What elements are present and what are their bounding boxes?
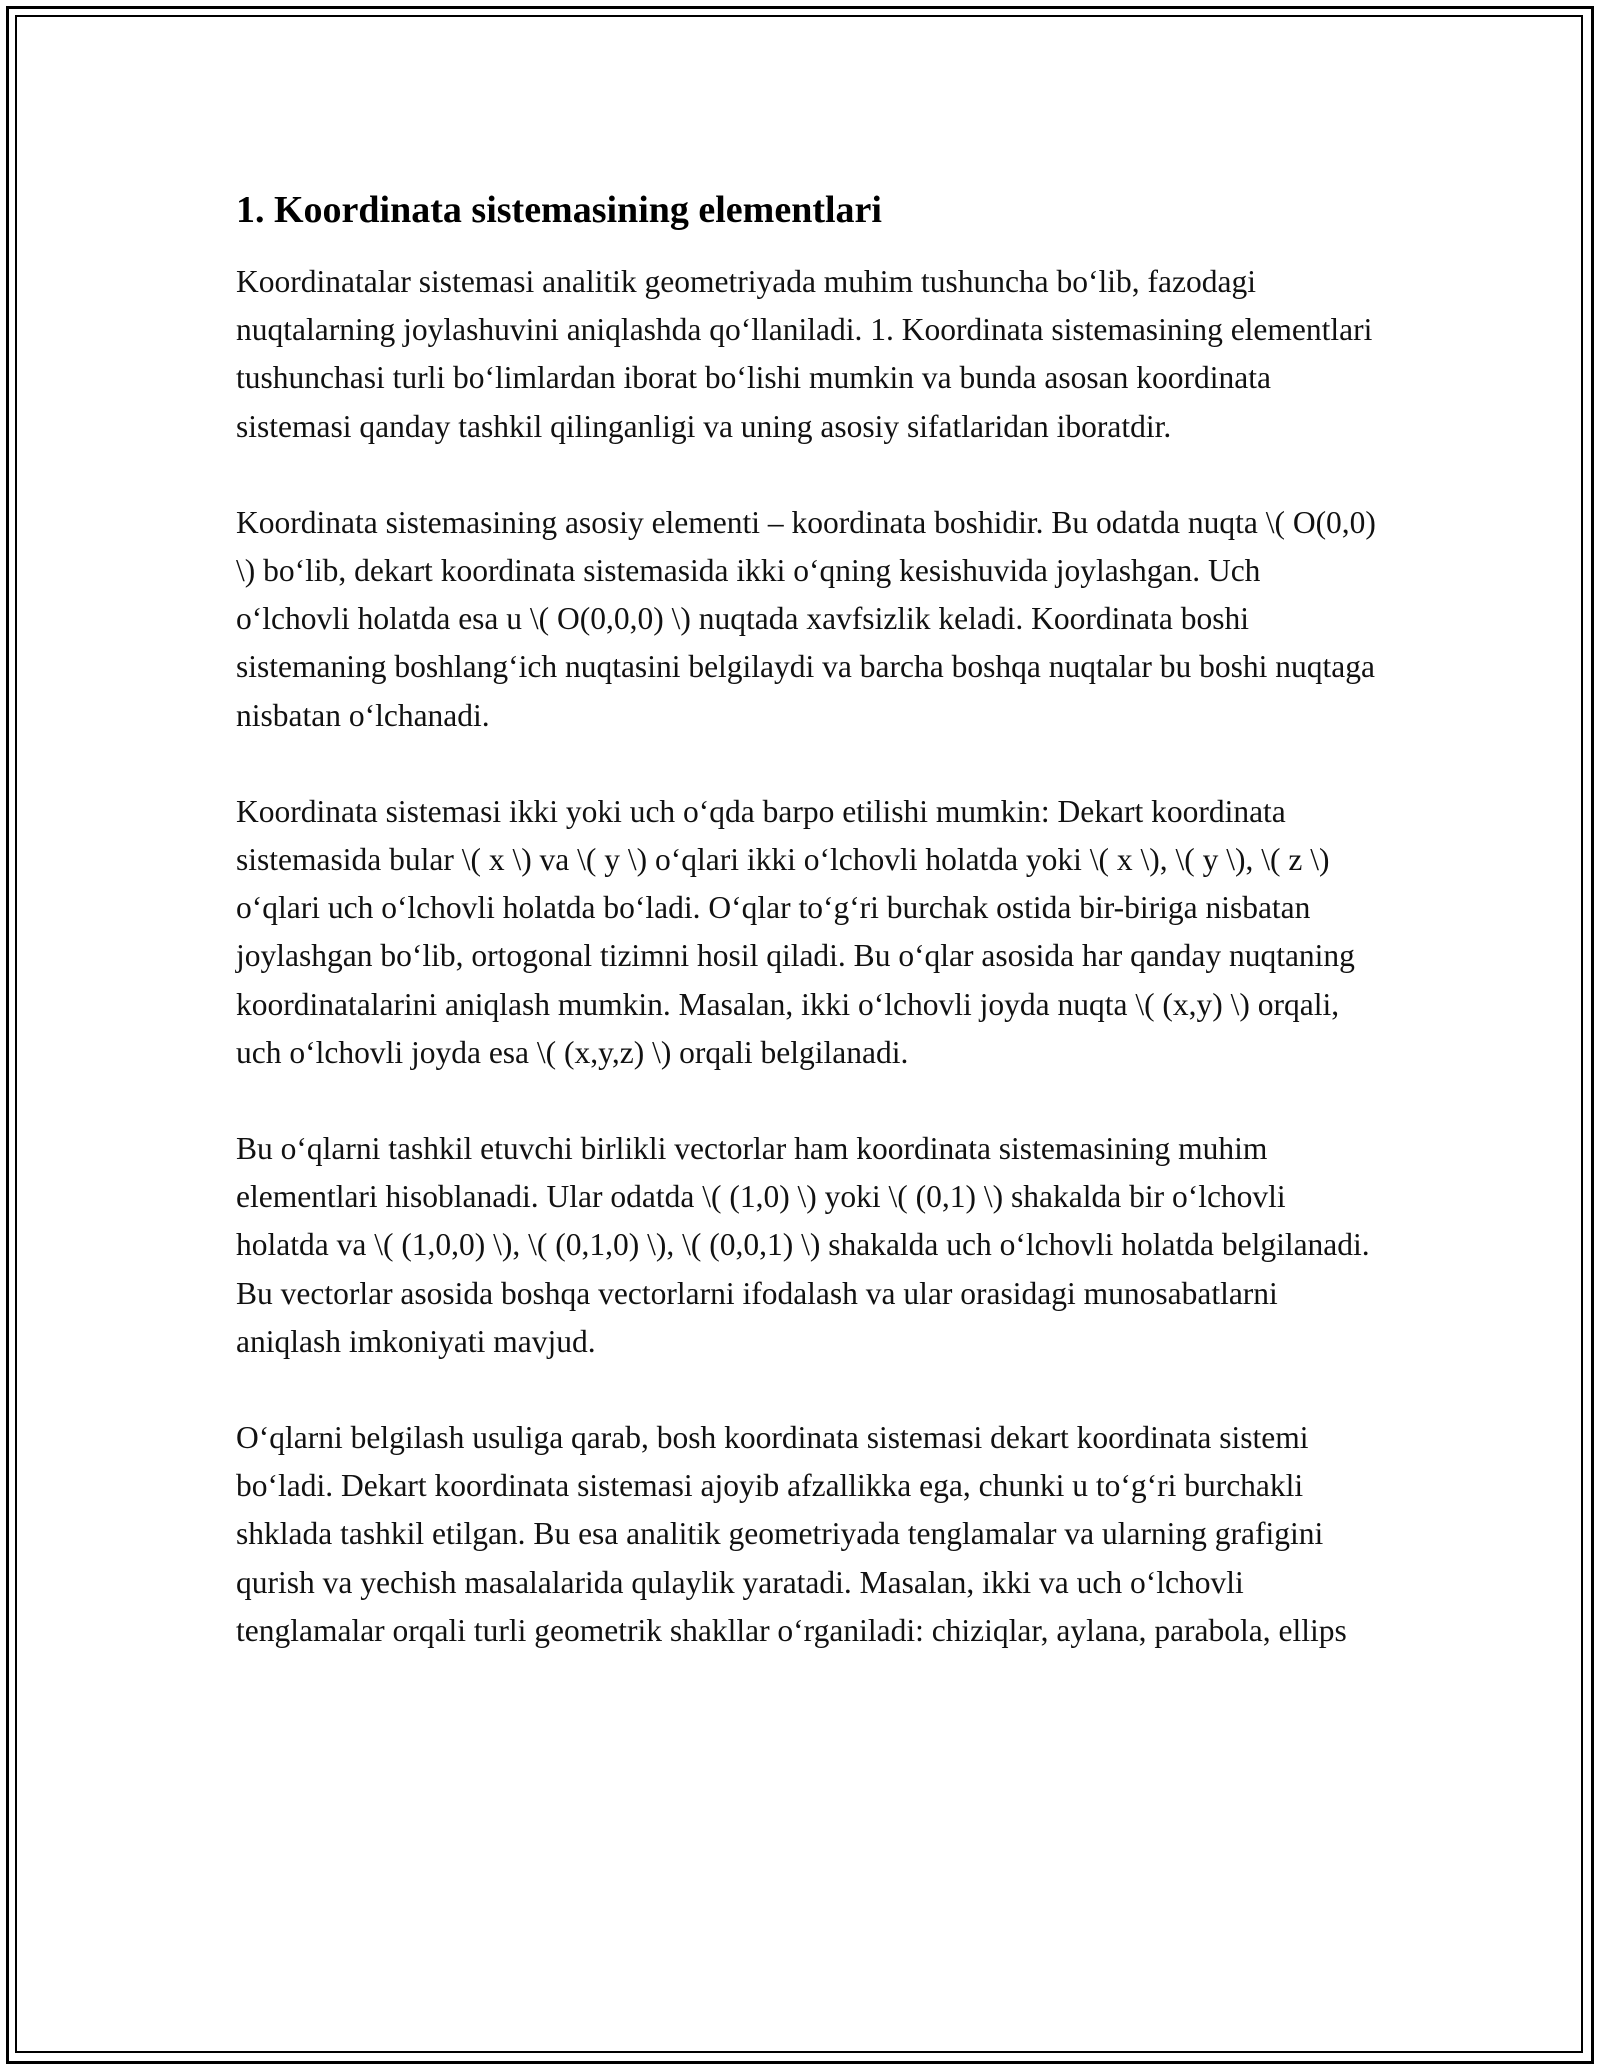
paragraph-4: Bu o‘qlarni tashkil etuvchi birlikli vectorlar ham koordinata sistemasining muhim elementlari hisoblanadi. Ular odatda \( (1,0) \) yoki \( (0,1) \) shakalda bir o‘lchovli holatda va \( (1,0,0) \), \( (0,1,0) \), \( (0,0,1) \) shakalda uch o‘lchovli holatda belgilanadi. Bu vectorlar asosida boshqa vectorlarni ifodalash va ular orasidagi munosabatlarni aniqlash imkoniyati mavjud. xyxy=(236,1131,1370,1359)
document-body xyxy=(236,186,1376,1703)
section-heading: 1. Koordinata sistemasining elementlari xyxy=(236,189,882,231)
paragraph-1: Koordinatalar sistemasi analitik geometriyada muhim tushuncha bo‘lib, fazodagi nuqtalarning joylashuvini aniqlashda qo‘llaniladi. 1. Koordinata sistemasining elementlari tushunchasi turli bo‘limlardan iborat bo‘lishi mumkin va bunda asosan koordinata sistemasi qanday tashkil qilinganligi va uning asosiy sifatlaridan iboratdir. xyxy=(236,264,1373,444)
paragraph-5: O‘qlarni belgilash usuliga qarab, bosh koordinata sistemasi dekart koordinata sistemi bo‘ladi. Dekart koordinata sistemasi ajoyib afzallikka ega, chunki u to‘g‘ri burchakli shklada tashkil etilgan. Bu esa analitik geometriyada tenglamalar va ularning grafigini qurish va yechish masalalarida qulaylik yaratadi. Masalan, ikki va uch o‘lchovli tenglamalar orqali turli geometrik shakllar o‘rganiladi: chiziqlar, aylana, parabola, ellips xyxy=(236,1420,1347,1648)
paragraph-3: Koordinata sistemasi ikki yoki uch o‘qda barpo etilishi mumkin: Dekart koordinata sistemasida bular \( x \) va \( y \) o‘qlari ikki o‘lchovli holatda yoki \( x \), \( y \), \( z \) o‘qlari uch o‘lchovli holatda bo‘ladi. O‘qlar to‘g‘ri burchak ostida bir-biriga nisbatan joylashgan bo‘lib, ortogonal tizimni hosil qiladi. Bu o‘qlar asosida har qanday nuqtaning koordinatalarini aniqlash mumkin. Masalan, ikki o‘lchovli joyda nuqta \( (x,y) \) orqali, uch o‘lchovli joyda esa \( (x,y,z) \) orqali belgilanadi. xyxy=(236,793,1355,1070)
paragraph-2: Koordinata sistemasining asosiy elementi – koordinata boshidir. Bu odatda nuqta \( O(0,0) \) bo‘lib, dekart koordinata sistemasida ikki o‘qning kesishuvida joylashgan. Uch o‘lchovli holatda esa u \( O(0,0,0) \) nuqtada xavfsizlik keladi. Koordinata boshi sistemaning boshlang‘ich nuqtasini belgilaydi va barcha boshqa nuqtalar bu boshi nuqtaga nisbatan o‘lchanadi. xyxy=(236,504,1376,733)
